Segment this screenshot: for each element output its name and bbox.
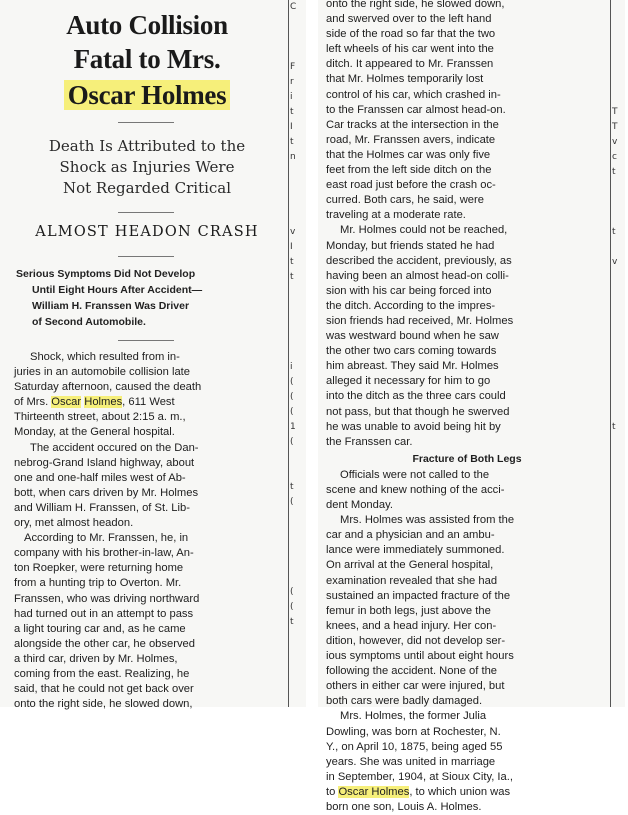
edge-fragment	[612, 210, 628, 225]
summary-line: William H. Franssen Was Driver	[32, 300, 190, 312]
edge-fragment: v	[612, 257, 618, 267]
text-line: Mrs. Holmes, the former Julia	[340, 710, 487, 723]
edge-fragment	[290, 285, 306, 300]
edge-fragment: I	[290, 242, 293, 252]
edge-fragment	[612, 645, 628, 660]
edge-fragment	[612, 240, 628, 255]
text-line: sion friends had received, Mr. Holmes	[326, 314, 514, 327]
left-clipping	[0, 0, 306, 711]
edge-fragment: c	[612, 152, 617, 162]
divider	[118, 212, 174, 213]
text-line: the ditch. According to the impres-	[326, 299, 496, 312]
edge-fragment	[290, 345, 306, 360]
text-line: dent Monday.	[326, 499, 393, 512]
kicker: ALMOST HEADON CRASH	[35, 224, 259, 240]
text-line: the Franssen car.	[326, 435, 413, 448]
edge-fragment	[290, 555, 306, 570]
edge-fragment	[612, 180, 628, 195]
text-line: having been an almost head-on colli-	[326, 269, 509, 282]
edge-fragment	[612, 60, 628, 75]
text-line: had turned out in an attempt to pass	[14, 607, 194, 620]
divider	[118, 256, 174, 257]
text-line: one and one-half miles west of Ab-	[14, 471, 186, 484]
edge-fragment: t	[290, 257, 294, 267]
name-highlight: Oscar Holmes	[338, 785, 410, 798]
text-line: the other two cars coming towards	[326, 345, 497, 358]
text-line: On arrival at the General hospital,	[326, 559, 494, 572]
edge-fragment	[612, 525, 628, 540]
headline-line-2: Fatal to Mrs.	[73, 44, 221, 74]
text-line: nebrog-Grand Island highway, about	[14, 456, 195, 469]
edge-fragment	[290, 540, 306, 555]
text-line: ton Roepker, were returning home	[14, 562, 184, 575]
edge-fragment	[612, 360, 628, 375]
edge-fragment	[612, 630, 628, 645]
name-highlight: Oscar	[51, 396, 82, 409]
edge-fragment	[290, 165, 306, 180]
text-line: a light touring car and, as he came	[14, 622, 186, 635]
text-line: Car tracks at the intersection in the	[326, 118, 499, 131]
text-line: The accident occured on the Dan-	[30, 441, 199, 454]
edge-fragment	[612, 75, 628, 90]
edge-fragment: n	[290, 152, 296, 162]
text-line: feet from the left side ditch on the	[326, 164, 492, 177]
edge-fragment: t	[290, 107, 294, 117]
deck	[10, 136, 284, 199]
text-line: sustained an impacted fracture of the	[326, 589, 511, 602]
edge-fragment	[612, 0, 628, 15]
edge-fragment: t	[290, 482, 294, 492]
edge-fragment: 1	[290, 422, 296, 432]
text-line: alongside the other car, he observed	[14, 637, 195, 650]
text-line: born one son, Louis A. Holmes.	[326, 800, 482, 813]
text-line: not pass, but that though he swerved	[326, 405, 510, 418]
text-line: Monday, at the General hospital.	[14, 426, 175, 439]
edge-fragment: t	[612, 227, 616, 237]
text-line: and swerved over to the left hand	[326, 13, 492, 26]
edge-fragment	[612, 570, 628, 585]
text-line: Franssen, who was driving northward	[14, 592, 200, 605]
edge-fragment	[612, 600, 628, 615]
edge-fragment	[290, 450, 306, 465]
text-line: in September, 1904, at Sioux City, Ia.,	[326, 770, 513, 783]
text-line: bott, when cars driven by Mr. Holmes	[14, 486, 199, 499]
text-line: left wheels of his car went into the	[326, 43, 494, 56]
text-line: ditch. It appeared to Mr. Franssen	[326, 58, 494, 71]
text-line: juries in an automobile collision late	[14, 366, 190, 379]
headline	[10, 8, 284, 112]
edge-fragment	[612, 195, 628, 210]
deck-line-2: Shock as Injuries Were	[59, 158, 235, 176]
edge-fragment	[290, 525, 306, 540]
text-line: him abreast. They said Mr. Holmes	[326, 360, 499, 373]
text-line: and William H. Franssen, of St. Lib-	[14, 501, 190, 514]
edge-fragment	[290, 210, 306, 225]
text-line: curred. Both cars, he said, were	[326, 194, 484, 207]
column-rule	[610, 0, 611, 707]
text-line: east road just before the crash oc-	[326, 179, 496, 192]
text-fragment: , 611 West	[122, 396, 175, 409]
text-line: to the Franssen car almost head-on.	[326, 103, 506, 116]
text-line: Dowling, was born at Rochester, N.	[326, 725, 501, 738]
edge-fragment: r	[290, 77, 294, 87]
edge-fragment: (	[290, 587, 294, 597]
deck-line-1: Death Is Attributed to the	[48, 137, 246, 155]
edge-fragment: I	[290, 122, 293, 132]
text-line: Officials were not called to the	[340, 468, 490, 481]
text-line: company with his brother-in-law, An-	[14, 547, 194, 560]
text-line: alleged it necessary for him to go	[326, 375, 491, 388]
text-fragment: of Mrs.	[14, 396, 49, 409]
text-line: lance were immediately summoned.	[326, 544, 505, 557]
text-line: following the accident. None of the	[326, 665, 498, 678]
edge-fragment	[290, 30, 306, 45]
edge-fragment	[612, 330, 628, 345]
text-line: ory, met almost headon.	[14, 517, 134, 530]
text-line: knees, and a head injury. Her con-	[326, 619, 497, 632]
edge-fragment	[290, 300, 306, 315]
edge-fragment	[290, 15, 306, 30]
text-line: Thirteenth street, about 2:15 a. m.,	[14, 411, 186, 424]
edge-fragment	[612, 435, 628, 450]
text-line: dition, however, did not develop ser-	[326, 634, 506, 647]
text-line: Mrs. Holmes was assisted from the	[340, 514, 515, 527]
edge-fragment	[612, 390, 628, 405]
article-body-right	[326, 0, 608, 815]
text-line: control of his car, which crashed in-	[326, 88, 501, 101]
column-rule	[288, 0, 289, 707]
edge-fragment	[612, 405, 628, 420]
text-line: Saturday afternoon, caused the death	[14, 381, 202, 394]
divider	[118, 340, 174, 341]
headline-name-highlight: Oscar Holmes	[64, 80, 231, 110]
right-clipping	[318, 0, 625, 813]
edge-fragment: T	[612, 122, 618, 132]
text-line: that Mr. Holmes temporarily lost	[326, 73, 484, 86]
text-line: years. She was united in marriage	[326, 755, 496, 768]
text-fragment: , to which union was	[409, 785, 511, 798]
summary-line: Until Eight Hours After Accident—	[32, 284, 203, 296]
column-gap	[306, 0, 318, 707]
text-line	[326, 785, 608, 800]
edge-fragment: t	[290, 137, 294, 147]
summary-line: of Second Automobile.	[32, 316, 146, 328]
text-line: that the Holmes car was only five	[326, 148, 491, 161]
article-body-left	[14, 350, 284, 712]
edge-fragment	[612, 45, 628, 60]
edge-fragment: (	[290, 377, 294, 387]
edge-fragment	[612, 480, 628, 495]
edge-fragment: (	[290, 497, 294, 507]
edge-fragment: T	[612, 107, 618, 117]
text-line: onto the right side, he slowed down,	[326, 0, 505, 10]
edge-fragment	[612, 285, 628, 300]
edge-fragment	[612, 15, 628, 30]
text-line: scene and knew nothing of the acci-	[326, 484, 505, 496]
text-line: examination revealed that she had	[326, 574, 498, 587]
edge-fragment: i	[290, 92, 293, 102]
text-line: According to Mr. Franssen, he, in	[24, 532, 189, 545]
edge-fragment	[290, 180, 306, 195]
text-line: side of the road so far that the two	[326, 28, 496, 41]
text-line: others in either car were injured, but	[326, 680, 505, 693]
edge-fragment: (	[290, 437, 294, 447]
text-line: road, Mr. Franssen avers, indicate	[326, 133, 496, 146]
edge-fragment	[612, 585, 628, 600]
edge-fragment	[290, 330, 306, 345]
text-line: Mr. Holmes could not be reached,	[340, 224, 508, 237]
headline-line-1: Auto Collision	[66, 10, 228, 40]
text-line: a third car, driven by Mr. Holmes,	[14, 652, 178, 665]
edge-fragment: t	[612, 422, 616, 432]
edge-fragment	[612, 90, 628, 105]
name-highlight: Holmes	[84, 396, 123, 409]
edge-fragment	[612, 270, 628, 285]
summary-line: Serious Symptoms Did Not Develop	[16, 268, 196, 280]
edge-fragment: C	[290, 2, 297, 12]
edge-fragment	[612, 555, 628, 570]
text-line: traveling at a moderate rate.	[326, 209, 466, 222]
section-subhead: Fracture of Both Legs	[412, 452, 522, 465]
text-line	[14, 395, 284, 410]
edge-fragment	[290, 45, 306, 60]
edge-fragment: t	[612, 167, 616, 177]
edge-fragment	[612, 30, 628, 45]
text-line: both cars were badly damaged.	[326, 695, 483, 708]
text-line: Shock, which resulted from in-	[30, 351, 180, 363]
edge-fragment	[612, 615, 628, 630]
text-line: into the ditch as the three cars could	[326, 390, 506, 403]
edge-fragment	[290, 465, 306, 480]
divider	[118, 122, 174, 123]
edge-fragment	[290, 195, 306, 210]
edge-fragment	[612, 465, 628, 480]
text-line: car and a physician and an ambu-	[326, 529, 495, 542]
edge-fragment	[290, 570, 306, 585]
text-line: onto the right side, he slowed down,	[14, 698, 193, 711]
edge-fragment	[612, 315, 628, 330]
deck-line-3: Not Regarded Critical	[62, 179, 232, 197]
text-line: sion with his car being forced into	[326, 284, 492, 297]
edge-fragment	[290, 510, 306, 525]
edge-fragment: (	[290, 392, 294, 402]
text-line: femur in both legs, just above the	[326, 604, 491, 617]
text-line: was westward bound when he saw	[326, 330, 499, 343]
edge-fragment: t	[290, 617, 294, 627]
edge-fragment	[290, 315, 306, 330]
text-line: Monday, but friends stated he had	[326, 239, 495, 252]
edge-fragment	[612, 510, 628, 525]
text-line: ious symptoms until about eight hours	[326, 650, 514, 663]
summary	[16, 266, 286, 330]
edge-fragment: (	[290, 602, 294, 612]
edge-fragment: v	[612, 137, 618, 147]
text-line: said, that he could not get back over	[14, 683, 194, 696]
edge-fragment	[612, 495, 628, 510]
edge-fragment	[612, 660, 628, 675]
text-line: coming from the east. Realizing, he	[14, 667, 190, 680]
edge-fragment	[612, 300, 628, 315]
text-line: he was unable to avoid being hit by	[326, 420, 501, 433]
text-line: from a hunting trip to Overton. Mr.	[14, 577, 182, 590]
edge-fragment	[612, 375, 628, 390]
edge-fragment: F	[290, 62, 296, 72]
adjacent-column-edge	[290, 0, 306, 707]
edge-fragment: i	[290, 362, 293, 372]
edge-fragment: t	[290, 272, 294, 282]
text-line: described the accident, previously, as	[326, 254, 512, 267]
text-line: Y., on April 10, 1875, being aged 55	[326, 740, 503, 753]
edge-fragment	[612, 450, 628, 465]
text-fragment: to	[326, 785, 336, 798]
adjacent-column-edge	[612, 0, 628, 707]
edge-fragment: (	[290, 407, 294, 417]
edge-fragment	[612, 345, 628, 360]
edge-fragment	[612, 540, 628, 555]
edge-fragment: v	[290, 227, 296, 237]
